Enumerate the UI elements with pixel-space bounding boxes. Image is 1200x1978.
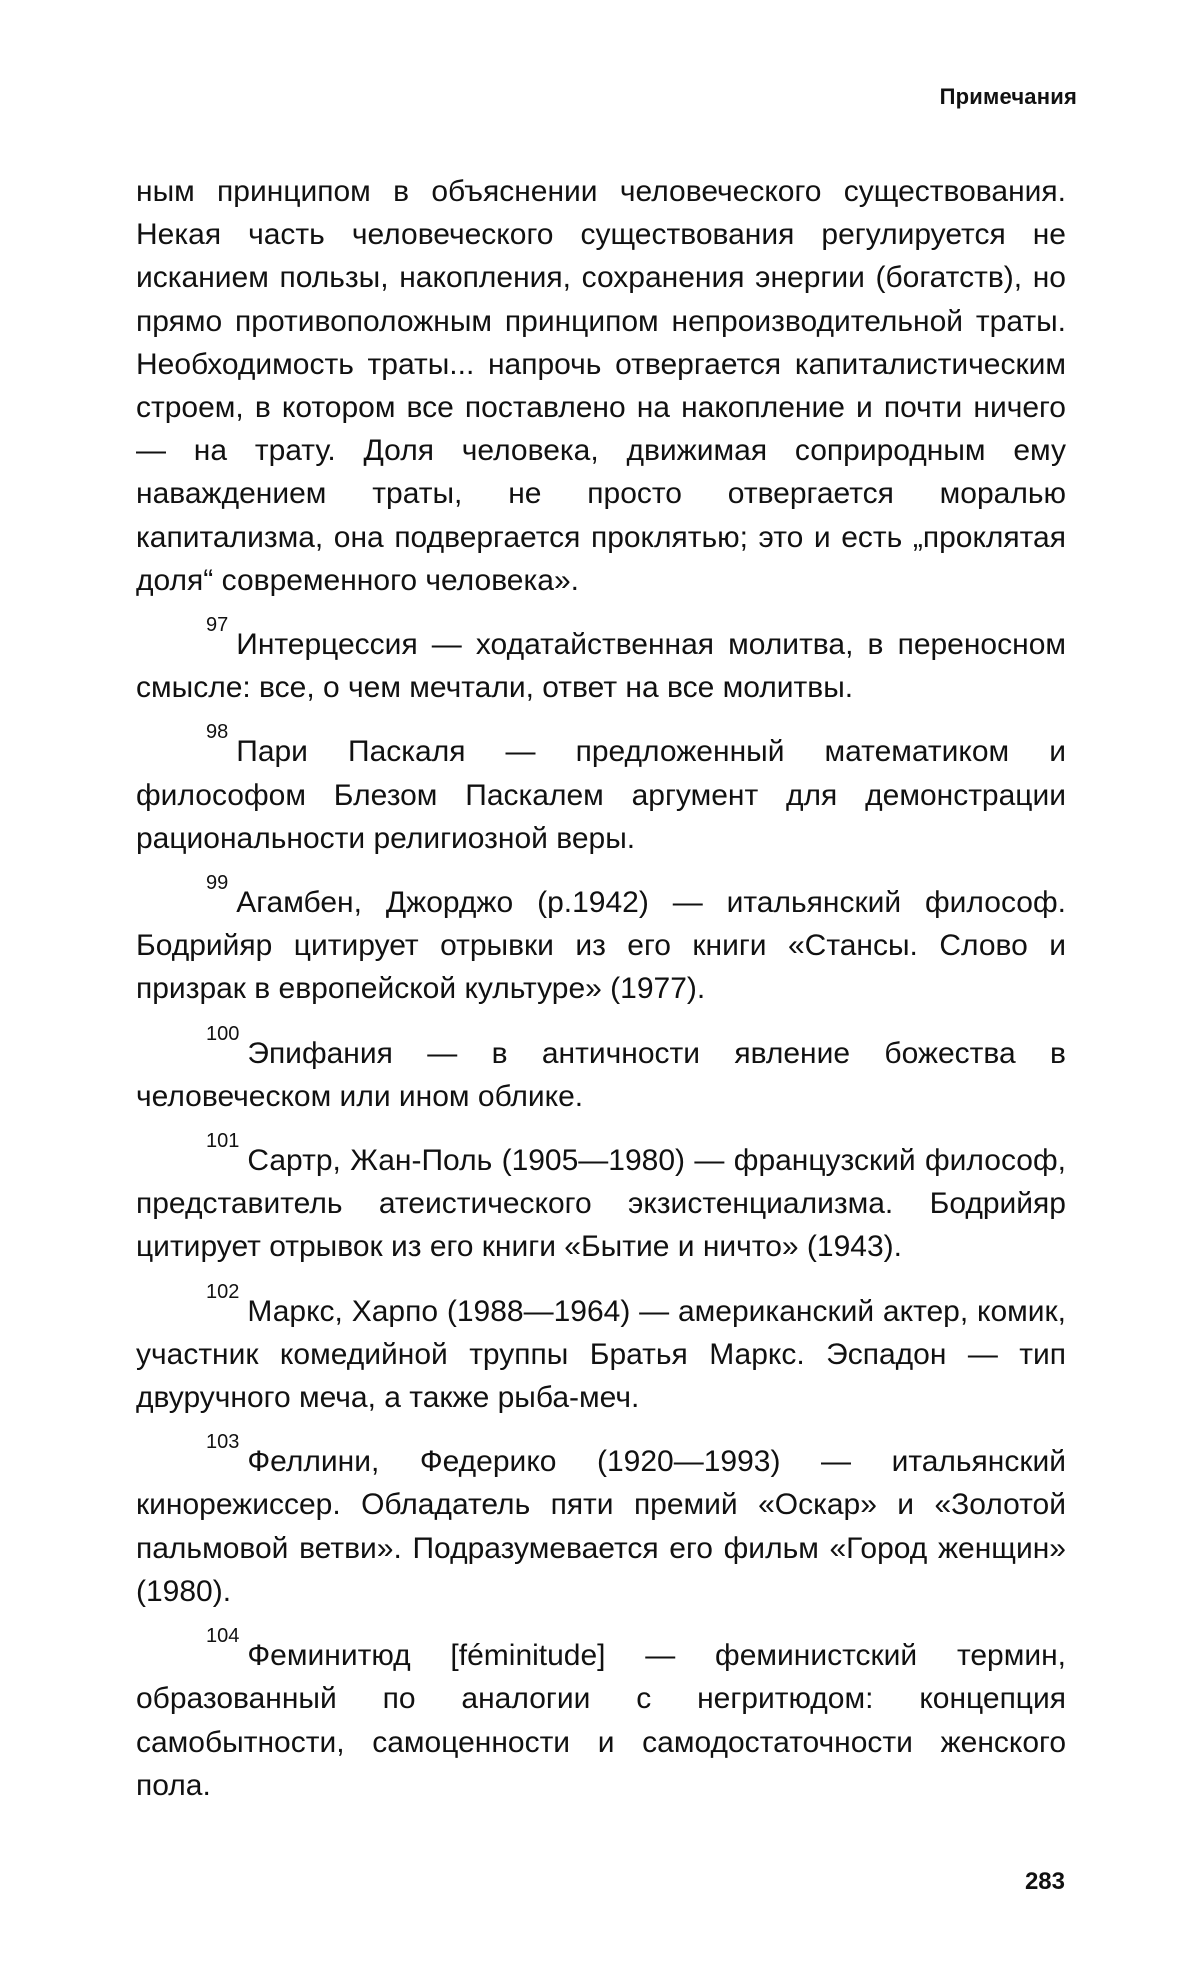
note-number: 100: [206, 1022, 240, 1045]
note-text: Феллини, Федерико (1920—1993) — итальянский кинорежиссер. Обладатель пяти премий «Оскар» и «Золотой пальмовой ветви». Подразумевается его фильм «Город женщин» (1980).: [136, 1445, 1066, 1608]
note-text: Эпифания — в античности явление божества в человеческом или ином облике.: [136, 1036, 1066, 1113]
note-text: Сартр, Жан-Поль (1905—1980) — французский философ, представитель атеистического экзистенциализма. Бодрийяр цитирует отрывок из его книги «Бытие и ничто» (1943).: [136, 1144, 1066, 1264]
note-number: 103: [206, 1431, 240, 1454]
note-103: [136, 1433, 1066, 1613]
note-100: [136, 1022, 1066, 1118]
note-text: Интерцессия — ходатайственная молитва, в переносном смысле: все, о чем мечтали, ответ на все молитвы.: [136, 628, 1066, 705]
note-102: [136, 1280, 1066, 1420]
note-101: [136, 1132, 1066, 1269]
note-number: 102: [206, 1280, 240, 1303]
note-104: [136, 1627, 1066, 1807]
notes-text-block: [136, 170, 1066, 1821]
note-number: 97: [206, 614, 229, 637]
note-number: 101: [206, 1130, 240, 1153]
page-number: 283: [1024, 1868, 1065, 1895]
note-text: Феминитюд [féminitude] — феминистский термин, образованный по аналогии с негритюдом: концепция самобытности, самоценности и самодостаточности женского пола.: [136, 1639, 1066, 1802]
note-97: [136, 616, 1066, 709]
note-text: Пари Паскаля — предложенный математиком и философом Блезом Паскалем аргумент для демонстрации рациональности религиозной веры.: [136, 735, 1066, 855]
note-number: 104: [206, 1625, 240, 1648]
continuation-paragraph: ным принципом в объяснении человеческого существования. Некая часть человеческого существования регулируется не исканием пользы, накопления, сохранения энергии (богатств), но прямо противоположным принципом непроизводительной траты. Необходимость траты... напрочь отвергается капиталистическим строем, в котором все поставлено на накопление и почти ничего — на трату. Доля человека, движимая соприродным ему наваждением траты, не просто отвергается моралью капитализма, она подвергается проклятью; это и есть „проклятая доля“ современного человека».: [136, 175, 1066, 597]
note-text: Маркс, Харпо (1988—1964) — американский актер, комик, участник комедийной труппы Братья Маркс. Эспадон — тип двуручного меча, а также рыба-меч.: [136, 1294, 1066, 1415]
note-99: [136, 874, 1066, 1011]
note-98: [136, 723, 1066, 860]
note-number: 99: [206, 872, 229, 895]
running-head: Примечания: [939, 84, 1077, 109]
note-text: Агамбен, Джорджо (р.1942) — итальянский философ. Бодрийяр цитирует отрывки из его книги «Стансы. Слово и призрак в европейской культуре» (1977).: [136, 886, 1066, 1006]
note-number: 98: [206, 721, 229, 744]
